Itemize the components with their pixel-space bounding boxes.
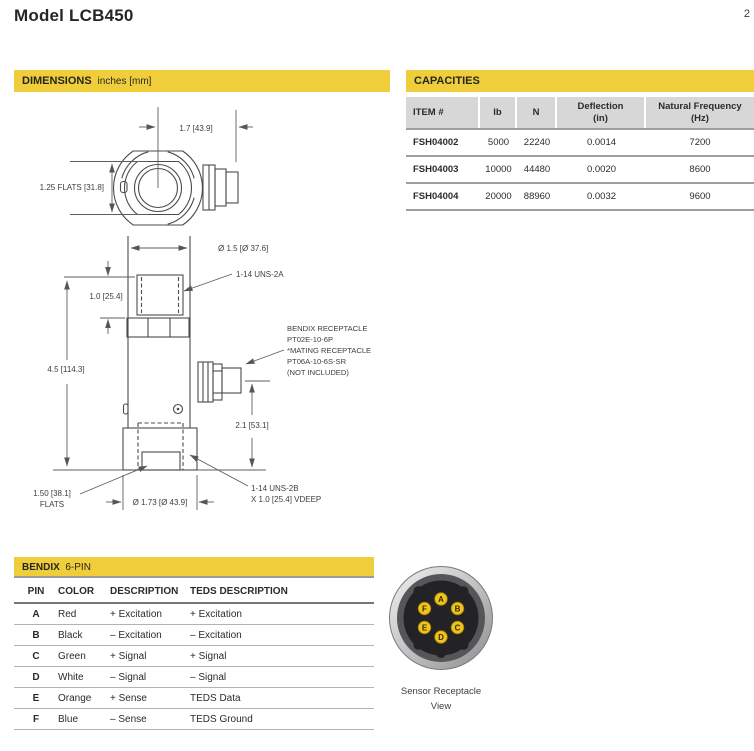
col-header-n: N	[517, 97, 557, 128]
cell-frequency: 8600	[689, 164, 711, 175]
pin-e-label: E	[421, 623, 428, 633]
page-title: Model LCB450	[14, 6, 134, 25]
cell-pin: A	[32, 608, 40, 620]
cell-description: – Signal	[110, 671, 147, 683]
col-header-lb: lb	[480, 97, 517, 128]
cell-color: White	[58, 671, 84, 683]
cell-color: Blue	[58, 713, 79, 725]
capacities-header-title: CAPACITIES	[414, 75, 480, 87]
capacities-section	[406, 70, 754, 211]
dim-stud-height-label: 1.0 [25.4]	[89, 292, 123, 301]
capacities-row	[406, 182, 754, 211]
connector-caption-line1: Sensor Receptacle	[400, 686, 482, 697]
svg-text:PT02E-10-6P: PT02E-10-6P	[287, 335, 334, 344]
bendix-header-subtitle: 6-PIN	[65, 562, 91, 573]
svg-text:BENDIX RECEPTACLE: BENDIX RECEPTACLE	[287, 324, 368, 333]
cell-pin: C	[32, 650, 40, 662]
bendix-row	[14, 709, 374, 730]
capacities-row	[406, 128, 754, 155]
cell-n: 22240	[523, 137, 551, 148]
svg-text:*MATING RECEPTACLE: *MATING RECEPTACLE	[287, 346, 372, 355]
col-header-item: ITEM #	[406, 97, 480, 128]
cell-lb: 10000	[485, 164, 512, 175]
pin-b-label: B	[454, 604, 461, 614]
svg-text:(NOT INCLUDED): (NOT INCLUDED)	[287, 368, 349, 377]
bendix-section	[14, 557, 374, 730]
hex-nut	[127, 318, 189, 337]
col-header-pin: PIN	[27, 585, 45, 597]
cell-n: 44480	[523, 164, 551, 175]
dim-base-flats-label-1: 1.50 [38.1]	[33, 489, 71, 498]
col-header-color: COLOR	[58, 585, 95, 597]
cell-description: – Excitation	[110, 629, 162, 641]
cell-frequency: 9600	[689, 191, 711, 202]
cell-frequency: 7200	[689, 137, 711, 148]
cell-pin: B	[32, 629, 40, 641]
dim-base-dia-label: Ø 1.73 [Ø 43.9]	[132, 498, 188, 507]
page-number: 2	[743, 8, 750, 20]
cell-deflection: 0.0032	[586, 191, 617, 202]
bendix-header-title: BENDIX	[22, 562, 60, 573]
col-header-deflection: Deflection (in)	[557, 97, 646, 128]
bendix-row	[14, 604, 374, 625]
cell-item: FSH04003	[413, 164, 459, 175]
cell-teds: + Excitation	[190, 608, 242, 620]
cell-item: FSH04002	[413, 137, 459, 148]
capacities-column-headers	[406, 97, 754, 128]
thread-top-label: 1-14 UNS-2A	[236, 270, 284, 279]
cell-n: 88960	[523, 191, 551, 202]
pin-d-label: D	[438, 632, 444, 642]
keyway-bump	[121, 182, 128, 193]
cell-description: + Excitation	[110, 608, 162, 620]
pin-c-label: C	[454, 623, 461, 633]
dimensions-header-bar	[14, 70, 390, 92]
connector-caption	[388, 684, 494, 714]
cell-pin: E	[32, 692, 40, 704]
bendix-header-bar	[14, 557, 374, 578]
capacities-header-bar	[406, 70, 754, 92]
cell-teds: – Excitation	[190, 629, 242, 641]
cell-description: + Sense	[110, 692, 147, 704]
dim-body-dia-label: Ø 1.5 [Ø 37.6]	[218, 244, 269, 253]
dimension-drawing	[0, 95, 400, 550]
cell-description: + Signal	[110, 650, 147, 662]
bendix-column-headers	[14, 580, 374, 604]
bendix-row	[14, 688, 374, 709]
cell-description: – Sense	[110, 713, 147, 725]
cell-teds: – Signal	[190, 671, 227, 683]
dim-total-height-label: 4.5 [114.3]	[47, 365, 85, 374]
dim-top-flats-label: 1.25 FLATS [31.8]	[39, 183, 104, 192]
side-receptacle	[198, 362, 241, 402]
sensor-receptacle-diagram	[388, 565, 494, 671]
thread-bottom-label-1: 1-14 UNS-2B	[251, 484, 299, 493]
cell-pin: D	[32, 671, 40, 683]
dim-conn-height-label: 2.1 [53.1]	[235, 421, 269, 430]
cell-color: Red	[58, 608, 77, 620]
pin-a-label: A	[438, 594, 444, 604]
col-header-teds: TEDS DESCRIPTION	[190, 585, 288, 597]
cell-deflection: 0.0020	[586, 164, 617, 175]
cell-color: Black	[58, 629, 83, 641]
cell-deflection: 0.0014	[586, 137, 617, 148]
pin-f-label: F	[422, 604, 427, 614]
thread-bottom-label-2: X 1.0 [25.4] VDEEP	[251, 495, 322, 504]
col-header-frequency: Natural Frequency (Hz)	[646, 97, 754, 128]
dimensions-header-units: inches [mm]	[97, 76, 152, 87]
bendix-row	[14, 646, 374, 667]
top-view-receptacle	[203, 165, 238, 210]
dim-base-flats-label-2: FLATS	[39, 500, 65, 509]
bendix-receptacle-note	[287, 324, 371, 377]
svg-text:PT06A-10-6S-SR: PT06A-10-6S-SR	[287, 357, 347, 366]
dim-top-width-label: 1.7 [43.9]	[179, 124, 213, 133]
dimensions-header-title: DIMENSIONS	[22, 75, 92, 87]
threaded-stud	[137, 275, 183, 315]
cell-color: Orange	[58, 692, 92, 704]
base-block	[123, 428, 197, 470]
bendix-row	[14, 625, 374, 646]
cell-teds: TEDS Ground	[190, 713, 253, 725]
cell-color: Green	[58, 650, 86, 662]
capacities-row	[406, 155, 754, 182]
side-view	[33, 236, 371, 510]
cell-teds: + Signal	[190, 650, 227, 662]
cell-teds: TEDS Data	[190, 692, 241, 704]
side-tab	[124, 404, 129, 414]
col-header-description: DESCRIPTION	[110, 585, 179, 597]
connector-caption-line2: View	[430, 701, 452, 712]
cell-item: FSH04004	[413, 191, 459, 202]
bendix-row	[14, 667, 374, 688]
cell-pin: F	[32, 713, 40, 725]
cell-lb: 20000	[485, 191, 512, 202]
top-view	[40, 107, 253, 225]
cell-lb: 5000	[487, 137, 510, 148]
